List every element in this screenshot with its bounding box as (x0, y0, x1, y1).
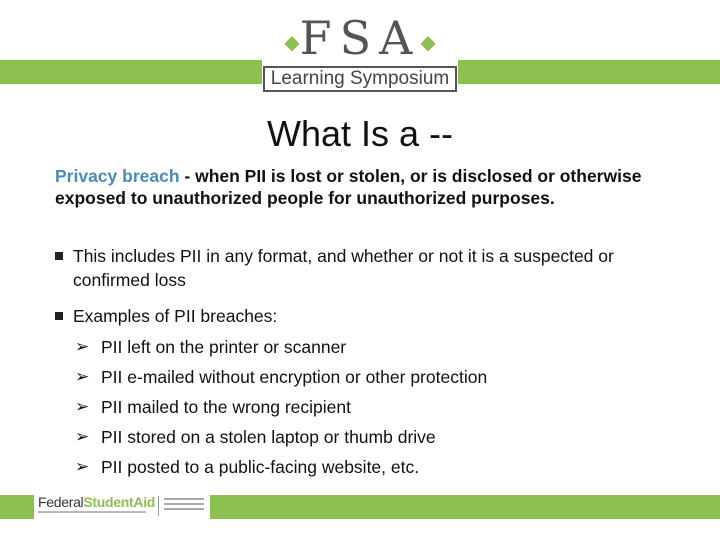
footer-tagline-line (38, 511, 146, 513)
list-item (75, 362, 675, 392)
example-text: PII mailed to the wrong recipient (101, 397, 351, 417)
arrow-bullet-icon: ➢ (75, 457, 90, 476)
slide-title: What Is a -- (266, 113, 454, 154)
example-text: PII left on the printer or scanner (101, 337, 347, 357)
examples-list (75, 332, 675, 482)
example-text: PII stored on a stolen laptop or thumb drive (101, 427, 436, 447)
example-text: PII posted to a public-facing website, etc. (101, 457, 420, 477)
footer-divider (158, 496, 159, 516)
list-item (75, 452, 675, 482)
diamond-icon: ◆ (420, 30, 436, 54)
arrow-bullet-icon: ➢ (75, 397, 90, 416)
federal-student-aid-logo (34, 490, 210, 522)
example-text: PII e-mailed without encryption or other protection (101, 367, 488, 387)
diamond-icon: ◆ (284, 30, 300, 54)
logo-subtitle: Learning Symposium (263, 66, 457, 92)
list-item (75, 422, 675, 452)
bullet-item (55, 304, 675, 328)
logo-fsa-text: FSA (299, 11, 421, 65)
footer-tag-lines (164, 498, 204, 500)
fsa-logo (262, 8, 458, 89)
logo-letters (262, 11, 458, 66)
arrow-bullet-icon: ➢ (75, 427, 90, 446)
bullet-text: This includes PII in any format, and whether or not it is a suspected or confirmed loss (73, 246, 614, 290)
footer-brand-part2: StudentAid (83, 494, 156, 510)
list-item (75, 392, 675, 422)
bullet-item (55, 244, 675, 292)
arrow-bullet-icon: ➢ (75, 367, 90, 386)
definition-text: - when PII is lost or stolen, or is disclosed or otherwise exposed to unauthorized people for unauthorized purposes. (55, 166, 642, 208)
list-item (75, 332, 675, 362)
footer-brand (38, 494, 155, 510)
definition-term: Privacy breach (55, 166, 180, 186)
footer-brand-part1: Federal (38, 494, 84, 510)
definition-paragraph (55, 165, 665, 209)
square-bullet-icon (55, 312, 63, 320)
bullet-text: Examples of PII breaches: (73, 306, 278, 326)
arrow-bullet-icon: ➢ (75, 337, 90, 356)
square-bullet-icon (55, 252, 63, 260)
